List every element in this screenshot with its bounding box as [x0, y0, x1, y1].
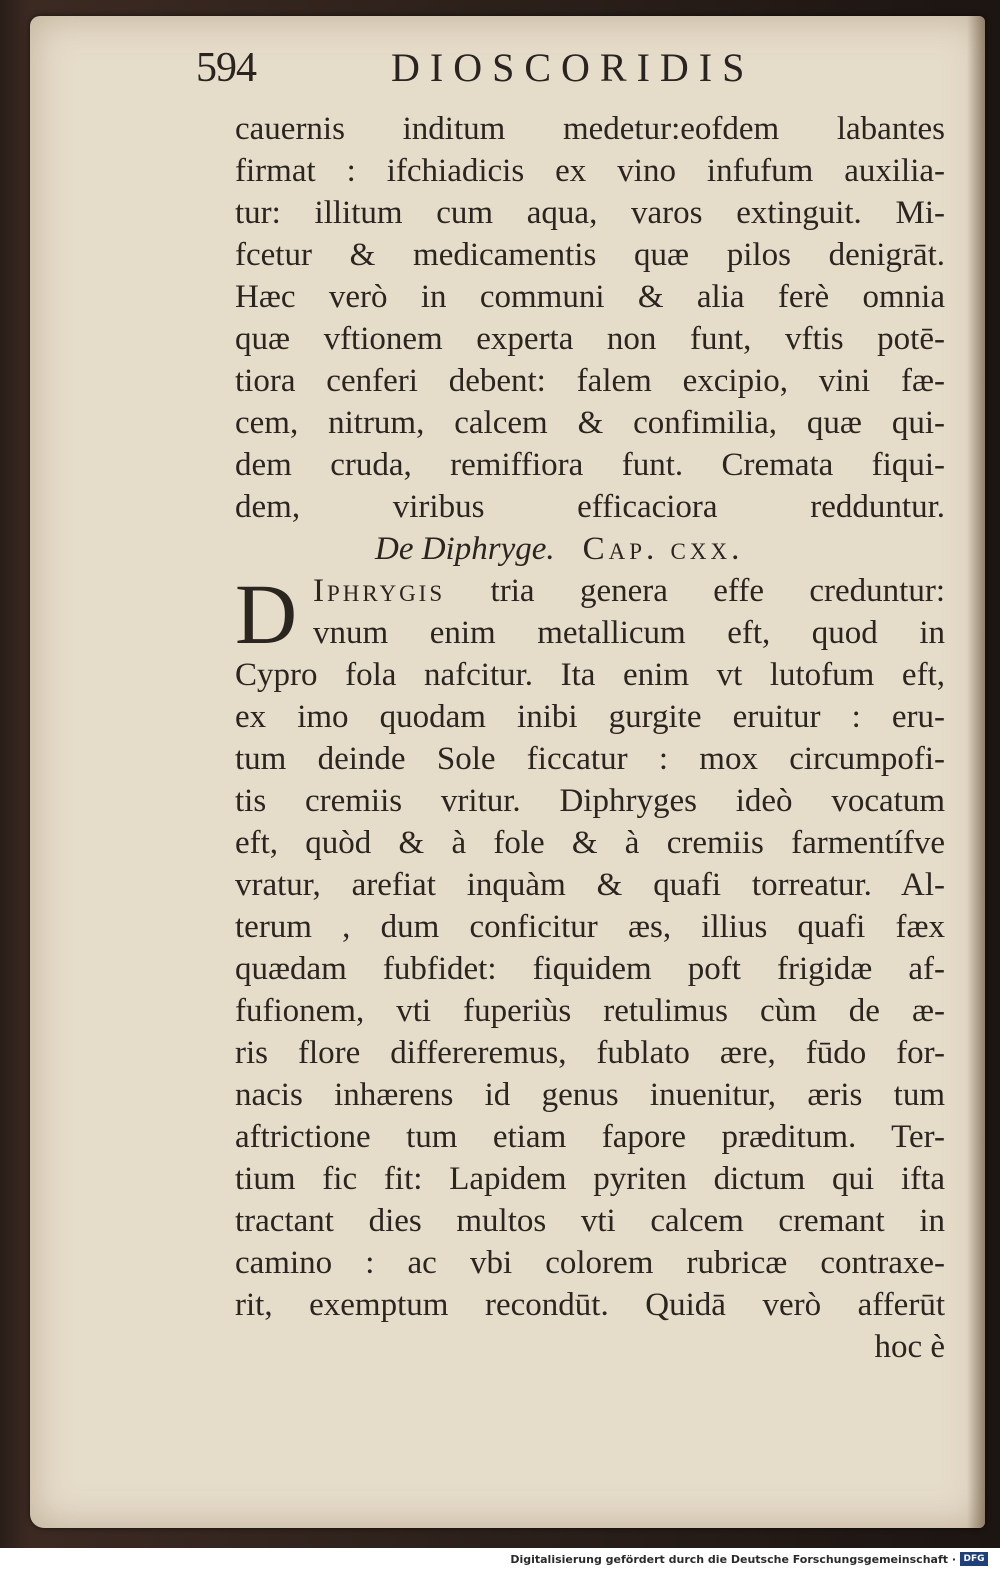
text-line: cauernis inditum medetur:eofdem labantes — [235, 111, 945, 147]
text-line: tum deinde Sole ficcatur : mox circumpofi- — [235, 741, 945, 777]
chapter-number: Cap. cxx. — [582, 531, 744, 567]
text-line: vratur, arefiat inquàm & quafi torreatur. Al- — [235, 867, 945, 903]
text-line: vnum enim metallicum eft, quod in — [313, 615, 945, 651]
text-line: Hæc verò in communi & alia ferè omnia — [235, 279, 945, 315]
text-line: aftrictione tum etiam fapore præditum. Ter- — [235, 1119, 945, 1155]
page-header — [196, 44, 846, 104]
opening-line — [313, 570, 945, 612]
text-line: tractant dies multos vti calcem cremant in — [235, 1203, 945, 1239]
text-line: ris flore differeremus, fublato ære, fūdo for- — [235, 1035, 945, 1071]
text-line: camino : ac vbi colorem rubricæ contraxe- — [235, 1245, 945, 1281]
body-text — [235, 108, 945, 1368]
text-line: tis cremiis vritur. Diphryges ideò vocatum — [235, 783, 945, 819]
chapter-opening — [235, 566, 945, 662]
indented-opening-lines — [235, 566, 945, 662]
text-line: cem, nitrum, calcem & confimilia, quæ qui- — [235, 405, 945, 441]
text-line: quæ vftionem experta non funt, vftis potē- — [235, 321, 945, 357]
text-line: quædam fubfidet: fiquidem poft frigidæ af- — [235, 951, 945, 987]
text-line: eft, quòd & à fole & à cremiis farmentífve — [235, 825, 945, 861]
text-line: Cypro fola nafcitur. Ita enim vt lutofum eft, — [235, 657, 945, 693]
chapter-title: De Diphryge. — [375, 531, 555, 567]
text-line: firmat : ifchiadicis ex vino infufum auxilia- — [235, 153, 945, 189]
text-line: ex imo quodam inibi gurgite eruitur : eru- — [235, 699, 945, 735]
catchword: hoc è — [874, 1329, 945, 1365]
text-line: dem, viribus efficaciora redduntur. — [235, 489, 945, 525]
text-line: fcetur & medicamentis quæ pilos denigrāt. — [235, 237, 945, 273]
first-word: Iphrygis — [313, 573, 446, 609]
text-line: fufionem, vti fuperiùs retulimus cùm de æ- — [235, 993, 945, 1029]
text-line: rit, exemptum recondūt. Quidā verò afferūt — [235, 1287, 945, 1323]
page-gutter-shadow — [967, 16, 985, 1528]
drop-cap-initial: D — [235, 566, 298, 662]
text-line: tiora cenferi debent: falem excipio, vini fæ- — [235, 363, 945, 399]
text-line: tur: illitum cum aqua, varos extinguit. Mi- — [235, 195, 945, 231]
indented-lines — [235, 612, 945, 654]
running-title: DIOSCORIDIS — [391, 45, 755, 90]
first-line-rest: tria genera effe creduntur: — [445, 573, 945, 609]
text-line: terum , dum conficitur æs, illius quafi fæx — [235, 909, 945, 945]
text-line: tium fic fit: Lapidem pyriten dictum qui ifta — [235, 1161, 945, 1197]
chapter-body-lines — [235, 654, 945, 1326]
footer-credit: Digitalisierung gefördert durch die Deutsche Forschungsgemeinschaft · — [510, 1553, 956, 1566]
text-line: dem cruda, remiffiora funt. Cremata fiqui- — [235, 447, 945, 483]
chapter-heading — [235, 528, 945, 570]
page-number: 594 — [196, 45, 256, 91]
paragraph-preceding-chapter — [235, 108, 945, 528]
dfg-logo-icon: DFG — [960, 1552, 988, 1566]
text-line: nacis inhærens id genus inuenitur, æris tum — [235, 1077, 945, 1113]
